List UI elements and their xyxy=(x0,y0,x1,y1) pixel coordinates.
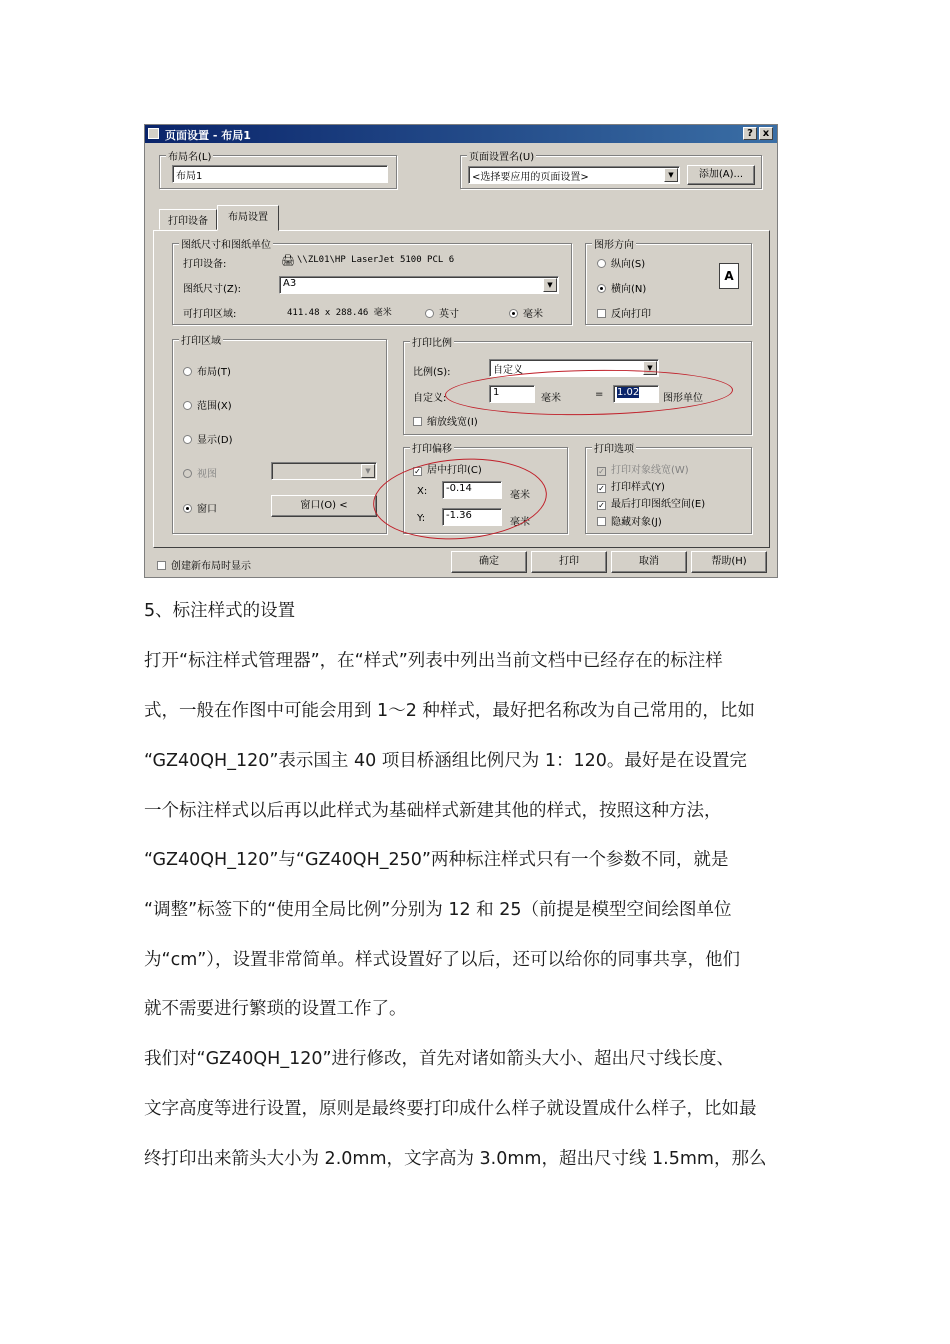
chevron-down-icon: ▼ xyxy=(361,464,375,478)
page-setup-dialog xyxy=(144,124,778,578)
plot-offset-group-label: 打印偏移 xyxy=(410,440,454,455)
plot-area-group-label: 打印区域 xyxy=(179,332,223,347)
offset-y-input[interactable]: -1.36 xyxy=(442,508,502,526)
paperspace-last-checkbox[interactable]: ✓ 最后打印图纸空间(E) xyxy=(598,499,706,510)
help-button[interactable]: 帮助(H) xyxy=(691,551,767,573)
offset-x-unit: 毫米 xyxy=(510,490,530,501)
device-value: \\ZL01\HP LaserJet 5100 PCL 6 xyxy=(297,255,455,265)
portrait-label: 纵向(S) xyxy=(611,259,646,270)
paragraph-line: 式，一般在作图中可能会用到 1～2 种样式，最好把名称改为自己常用的，比如 xyxy=(144,701,755,721)
view-radio-label: 视图 xyxy=(197,469,217,480)
landscape-label: 横向(N) xyxy=(611,284,647,295)
paper-size-label: 图纸尺寸(Z): xyxy=(183,284,242,295)
chevron-down-icon[interactable]: ▼ xyxy=(664,168,678,182)
create-new-label: 创建新布局时显示 xyxy=(171,561,251,572)
offset-y-unit: 毫米 xyxy=(510,517,530,528)
lineweight-label: 缩放线宽(I) xyxy=(427,417,478,428)
paper-group-label: 图纸尺寸和图纸单位 xyxy=(179,236,273,251)
printable-area-label: 可打印区域: xyxy=(183,309,237,320)
reverse-label: 反向打印 xyxy=(611,309,651,320)
offset-x-input[interactable]: -0.14 xyxy=(442,481,502,499)
scale-mm-label: 毫米 xyxy=(541,393,561,404)
section-heading: 5、标注样式的设置 xyxy=(144,601,296,621)
tab-plot-device[interactable]: 打印设备 xyxy=(159,209,217,230)
window-radio[interactable] xyxy=(183,500,217,515)
plot-lineweights-checkbox: ✓ 打印对象线宽(W) xyxy=(598,465,689,476)
paragraph-line: 我们对“GZ40QH_120”进行修改，首先对诸如箭头大小、超出尺寸线长度、 xyxy=(144,1049,735,1069)
chevron-down-icon[interactable]: ▼ xyxy=(643,361,657,375)
portrait-radio[interactable] xyxy=(597,255,645,270)
cancel-button[interactable]: 取消 xyxy=(611,551,687,573)
view-radio xyxy=(183,465,217,480)
create-new-checkbox[interactable] xyxy=(157,557,251,572)
lineweight-checkbox[interactable] xyxy=(413,413,478,428)
page-setup-name-label: 页面设置名(U) xyxy=(467,148,536,163)
paragraph-line: “调整”标签下的“使用全局比例”分别为 12 和 25（前提是模型空间绘图单位 xyxy=(144,900,732,920)
offset-x-label: X: xyxy=(417,486,428,497)
unit-mm-radio[interactable] xyxy=(509,305,543,320)
layout-name-input[interactable]: 布局1 xyxy=(172,165,388,183)
printer-icon: 🖨 xyxy=(281,254,295,267)
units-label: 图形单位 xyxy=(663,393,703,404)
window-button[interactable]: 窗口(O) < xyxy=(271,495,377,517)
app-icon xyxy=(148,128,159,139)
chevron-down-icon[interactable]: ▼ xyxy=(543,278,557,292)
custom-mm-input[interactable]: 1 xyxy=(489,385,535,403)
scale-label: 比例(S): xyxy=(413,367,451,378)
help-icon[interactable]: ? xyxy=(743,127,757,140)
unit-inch-label: 英寸 xyxy=(439,309,459,320)
dialog-title: 页面设置 - 布局1 xyxy=(165,129,251,142)
paragraph-line: “GZ40QH_120”表示国主 40 项目桥涵组比例尺为 1：120。最好是在设置完 xyxy=(144,751,747,771)
hide-objects-label: 隐藏对象(J) xyxy=(611,517,662,528)
page-setup-name-value: <选择要应用的页面设置> xyxy=(472,172,589,183)
page-setup-name-select[interactable] xyxy=(468,166,680,184)
plot-styles-checkbox[interactable]: ✓ 打印样式(Y) xyxy=(598,482,665,493)
tab-layout-settings[interactable]: 布局设置 xyxy=(217,205,279,231)
scale-value: 自定义 xyxy=(493,365,523,376)
reverse-checkbox[interactable] xyxy=(597,305,651,320)
add-button[interactable]: 添加(A)... xyxy=(687,165,755,185)
device-label: 打印设备: xyxy=(183,259,227,270)
plot-options-group-label: 打印选项 xyxy=(592,440,636,455)
paragraph-line: 终打印出来箭头大小为 2.0mm，文字高为 3.0mm，超出尺寸线 1.5mm，那么 xyxy=(144,1149,767,1169)
paragraph-line: “GZ40QH_120”与“GZ40QH_250”两种标注样式只有一个参数不同，就是 xyxy=(144,850,729,870)
view-select xyxy=(271,462,377,480)
landscape-radio[interactable] xyxy=(597,280,646,295)
unit-mm-label: 毫米 xyxy=(523,309,543,320)
close-icon[interactable]: x xyxy=(759,127,773,140)
ok-button[interactable]: 确定 xyxy=(451,551,527,573)
paragraph-line: 文字高度等进行设置，原则是最终要打印成什么样子就设置成什么样子，比如最 xyxy=(144,1099,757,1119)
orientation-group-label: 图形方向 xyxy=(592,236,636,251)
paper-size-value: A3 xyxy=(283,278,297,289)
layout-radio-label: 布局(T) xyxy=(197,367,231,378)
layout-name-label: 布局名(L) xyxy=(166,148,213,163)
paperspace-last-label: 最后打印图纸空间(E) xyxy=(611,499,706,510)
display-radio-label: 显示(D) xyxy=(197,435,233,446)
display-radio[interactable] xyxy=(183,431,233,446)
printable-area-value: 411.48 x 288.46 毫米 xyxy=(287,308,392,318)
unit-inch-radio[interactable] xyxy=(425,305,459,320)
custom-label: 自定义: xyxy=(413,393,447,404)
print-button[interactable]: 打印 xyxy=(531,551,607,573)
offset-y-label: Y: xyxy=(417,513,426,524)
plot-lineweights-label: 打印对象线宽(W) xyxy=(611,465,689,476)
paper-size-select[interactable] xyxy=(279,276,559,294)
paragraph-line: 就不需要进行繁琐的设置工作了。 xyxy=(144,999,407,1019)
units-value: 1.02 xyxy=(617,387,640,398)
equals-sign: = xyxy=(595,389,604,400)
window-radio-label: 窗口 xyxy=(197,504,217,515)
center-plot-checkbox[interactable]: ✓ 居中打印(C) xyxy=(414,465,482,476)
paragraph-line: 一个标注样式以后再以此样式为基础样式新建其他的样式，按照这种方法， xyxy=(144,801,722,821)
layout-radio[interactable] xyxy=(183,363,231,378)
plot-styles-label: 打印样式(Y) xyxy=(611,482,665,493)
paragraph-line: 为“cm”），设置非常简单。样式设置好了以后，还可以给你的同事共享，他们 xyxy=(144,950,741,970)
hide-objects-checkbox[interactable] xyxy=(597,513,662,528)
dialog-titlebar xyxy=(145,125,777,143)
paragraph-line: 打开“标注样式管理器”，在“样式”列表中列出当前文档中已经存在的标注样 xyxy=(144,651,723,671)
extents-radio-label: 范围(X) xyxy=(197,401,232,412)
orientation-icon: A xyxy=(719,263,739,289)
center-plot-label: 居中打印(C) xyxy=(427,465,482,476)
extents-radio[interactable] xyxy=(183,397,232,412)
plot-scale-group-label: 打印比例 xyxy=(410,334,454,349)
